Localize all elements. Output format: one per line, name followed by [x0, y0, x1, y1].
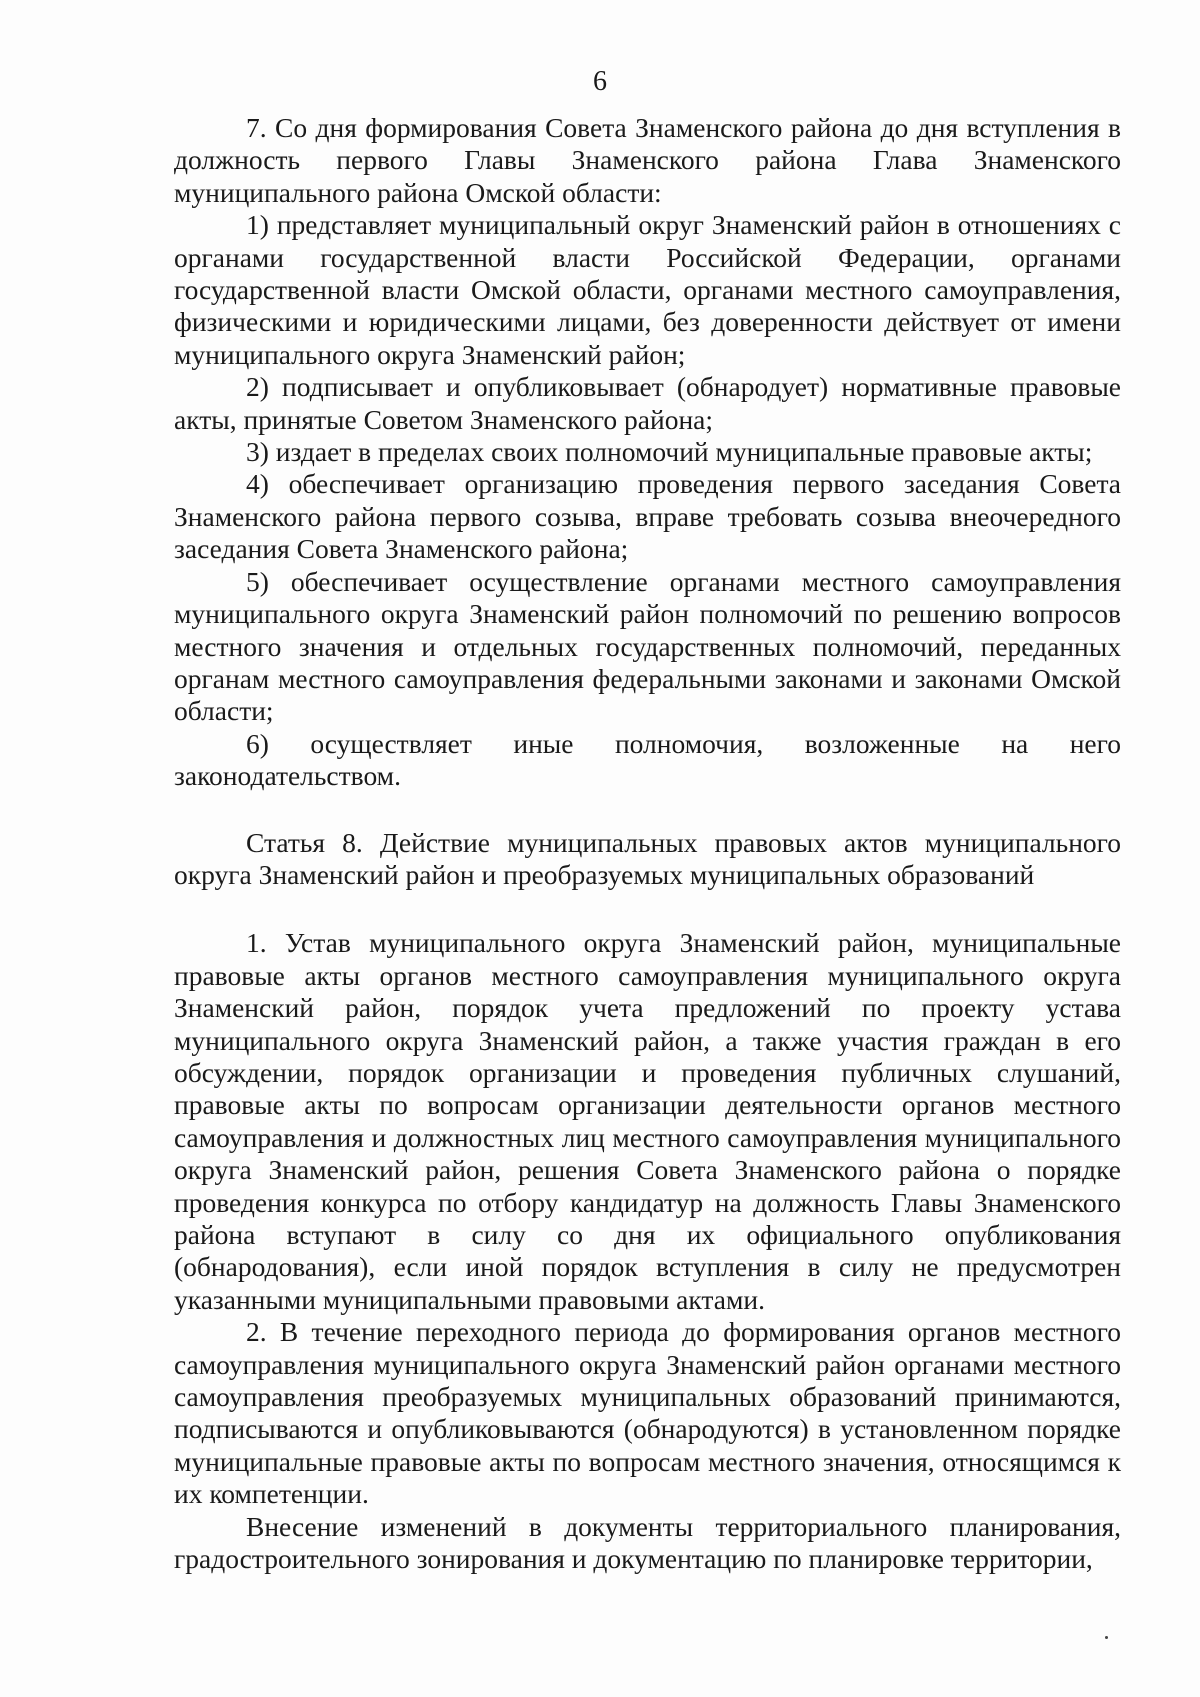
article-paragraph-2: 2. В течение переходного периода до формирования органов местного самоуправления муниципального округа Знаменский район органами местного самоуправления преобразуемых муниципальных образований принимаются, подписываются и опубликовываются (обнародуются) в установленном порядке муниципальные правовые акты по вопросам местного значения, относящимся к их компетенции. — [174, 1316, 1121, 1510]
list-item-4: 4) обеспечивает организацию проведения первого заседания Совета Знаменского района первого созыва, вправе требовать созыва внеочередного заседания Совета Знаменского района; — [174, 468, 1121, 565]
list-item-1: 1) представляет муниципальный округ Знаменский район в отношениях с органами государственной власти Российской Федерации, органами государственной власти Омской области, органами местного самоуправления, физическими и юридическими лицами, без доверенности действует от имени муниципального округа Знаменский район; — [174, 209, 1121, 370]
list-item-5: 5) обеспечивает осуществление органами местного самоуправления муниципального округа Знаменский район полномочий по решению вопросов местного значения и отдельных государственных полномочий, переданных органам местного самоуправления федеральными законами и законами Омской области; — [174, 565, 1121, 727]
paragraph-clause-7: 7. Со дня формирования Совета Знаменского района до дня вступления в должность первого Главы Знаменского района Глава Знаменского муниципального района Омской области: — [174, 112, 1121, 208]
article-paragraph-1: 1. Устав муниципального округа Знаменский район, муниципальные правовые акты органов местного самоуправления муниципального округа Знаменский район, порядок учета предложений по проекту устава муниципального округа Знаменский район, а также участия граждан в его обсуждении, порядок организации и проведения публичных слушаний, правовые акты по вопросам организации деятельности органов местного самоуправления и должностных лиц местного самоуправления муниципального округа Знаменский район, решения Совета Знаменского района о порядке проведения конкурса по отбору кандидатур на должность Главы Знаменского района вступают в силу со дня их официального опубликования (обнародования), если иной порядок вступления в силу не предусмотрен указанными муниципальными правовыми актами. — [174, 927, 1121, 1315]
article-heading: Статья 8. Действие муниципальных правовых актов муниципального округа Знаменский район и преобразуемых муниципальных образований — [174, 826, 1121, 890]
list-item-2: 2) подписывает и опубликовывает (обнародует) нормативные правовые акты, принятые Советом Знаменского района; — [174, 371, 1121, 435]
scan-speck — [1105, 1636, 1108, 1639]
page-number: 6 — [593, 66, 607, 97]
list-item-6: 6) осуществляет иные полномочия, возложенные на него законодательством. — [174, 727, 1121, 792]
article-paragraph-3: Внесение изменений в документы территориального планирования, градостроительного зонирования и документацию по планировке территории, — [174, 1510, 1121, 1575]
document-body — [174, 112, 1121, 1575]
list-item-3: 3) издает в пределах своих полномочий муниципальные правовые акты; — [246, 436, 1093, 468]
